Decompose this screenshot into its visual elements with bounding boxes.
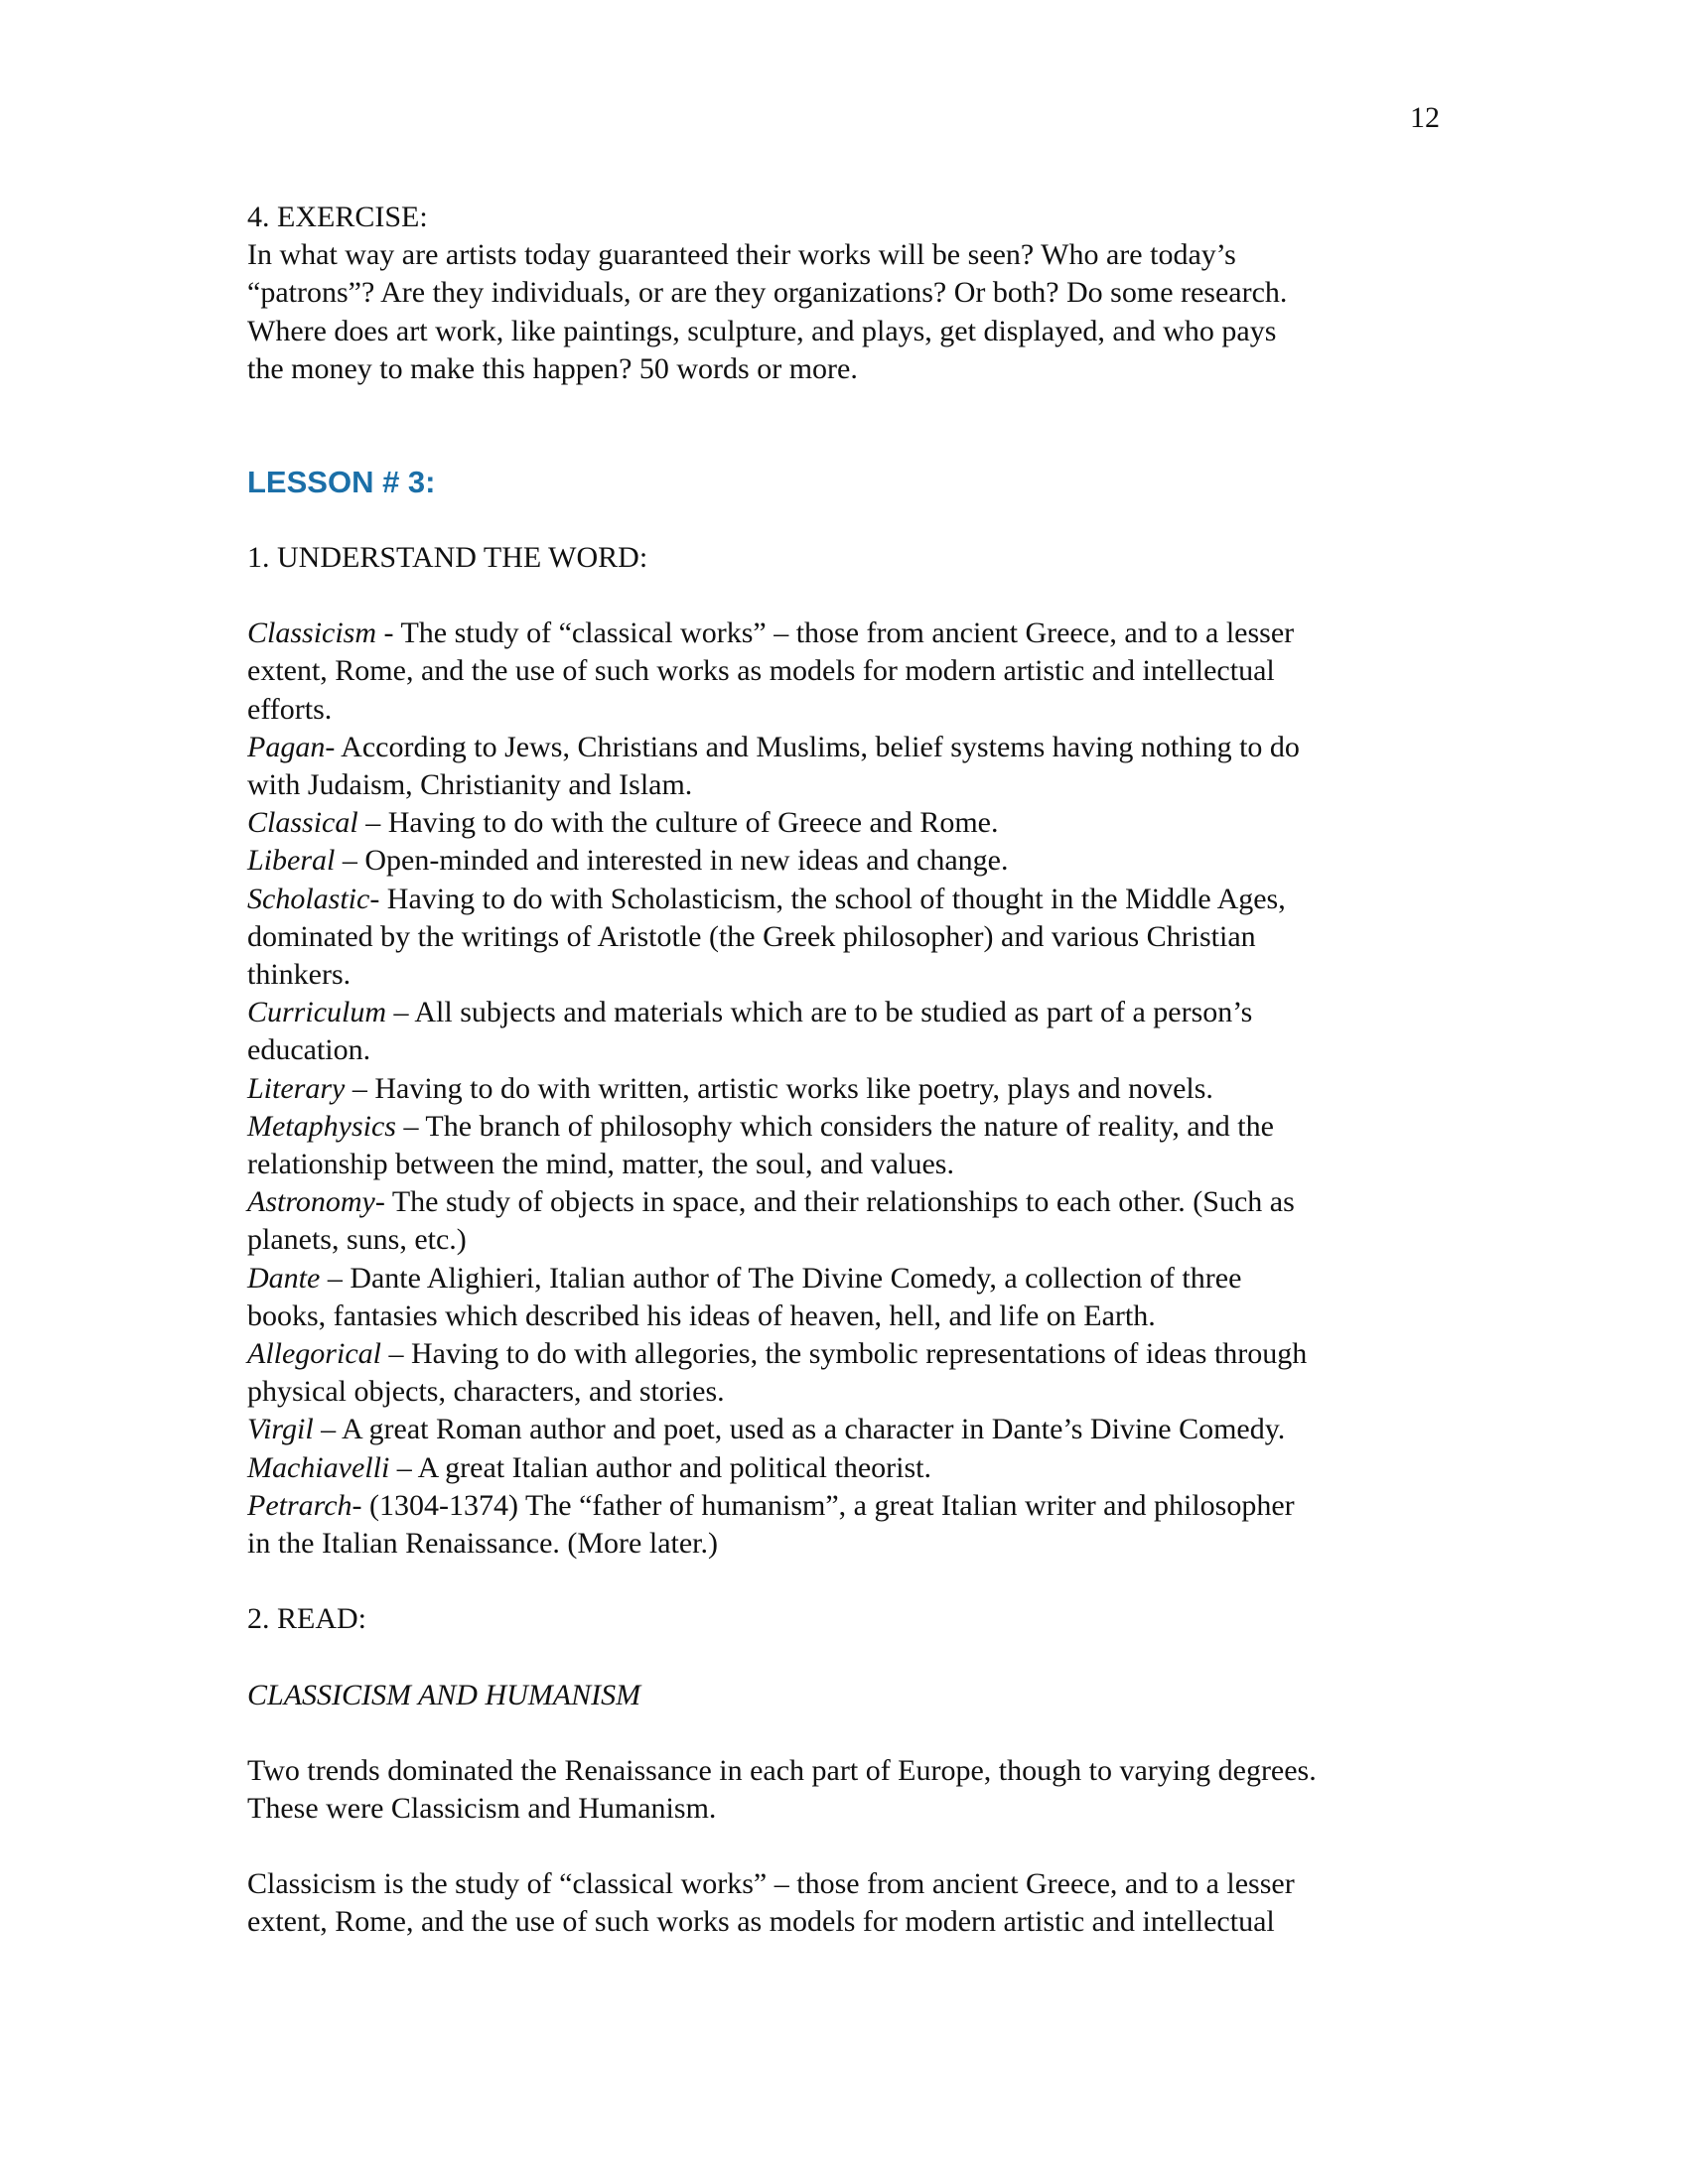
- vocabulary-definition: books, fantasies which described his ideas of heaven, hell, and life on Earth.: [247, 1298, 1156, 1332]
- vocabulary-line: [247, 1373, 1469, 1411]
- vocabulary-line: [247, 842, 1469, 880]
- vocabulary-term: Scholastic: [247, 882, 370, 915]
- spacer: [247, 388, 1469, 464]
- vocabulary-definition: extent, Rome, and the use of such works as models for modern artistic and intellectual: [247, 654, 1275, 688]
- paragraph-line: extent, Rome, and the use of such works as models for modern artistic and intellectual: [247, 1905, 1275, 1939]
- vocabulary-term: Allegorical: [247, 1337, 381, 1371]
- page-number: 12: [1410, 101, 1440, 134]
- exercise-line: the money to make this happen? 50 words or more.: [247, 351, 858, 385]
- paragraph-line: These were Classicism and Humanism.: [247, 1791, 717, 1825]
- spacer: [247, 501, 1469, 539]
- vocabulary-term: Curriculum: [247, 996, 387, 1029]
- vocabulary-line: [247, 994, 1469, 1031]
- vocabulary-list: [247, 614, 1469, 1563]
- vocabulary-line: [247, 1297, 1469, 1335]
- vocabulary-term: Petrarch: [247, 1488, 352, 1522]
- vocabulary-term: Machiavelli: [247, 1450, 390, 1484]
- vocabulary-term: Classical: [247, 806, 358, 840]
- vocabulary-line: [247, 881, 1469, 918]
- vocabulary-definition: efforts.: [247, 692, 333, 726]
- read-heading: 2. READ:: [247, 1602, 366, 1636]
- spacer: [247, 577, 1469, 614]
- vocabulary-line: [247, 1525, 1469, 1563]
- vocabulary-line: [247, 614, 1469, 652]
- vocabulary-line: [247, 918, 1469, 956]
- spacer: [247, 1563, 1469, 1600]
- exercise-heading: 4. EXERCISE:: [247, 201, 428, 233]
- vocabulary-term: Dante: [247, 1261, 321, 1295]
- vocabulary-definition: in the Italian Renaissance. (More later.): [247, 1527, 718, 1561]
- vocabulary-definition: – Having to do with written, artistic works like poetry, plays and novels.: [345, 1071, 1213, 1105]
- vocabulary-line: [247, 1070, 1469, 1108]
- vocabulary-line: [247, 1487, 1469, 1525]
- understand-heading: 1. UNDERSTAND THE WORD:: [247, 541, 648, 575]
- vocabulary-line: [247, 766, 1469, 804]
- vocabulary-line: [247, 729, 1469, 766]
- vocabulary-definition: – Having to do with the culture of Greece and Rome.: [357, 806, 999, 840]
- exercise-line: “patrons”? Are they individuals, or are they organizations? Or both? Do some research.: [247, 276, 1288, 310]
- lesson-heading: LESSON # 3:: [247, 465, 436, 500]
- vocabulary-line: [247, 1183, 1469, 1221]
- vocabulary-line: [247, 1260, 1469, 1297]
- exercise-line: Where does art work, like paintings, sculpture, and plays, get displayed, and who pays: [247, 314, 1277, 347]
- vocabulary-line: [247, 1221, 1469, 1259]
- spacer: [247, 1828, 1469, 1865]
- vocabulary-definition: thinkers.: [247, 958, 352, 992]
- vocabulary-definition: - According to Jews, Christians and Muslims, belief systems having nothing to do: [325, 730, 1300, 763]
- vocabulary-definition: – Open-minded and interested in new ideas and change.: [335, 844, 1009, 878]
- spacer: [247, 1639, 1469, 1677]
- vocabulary-line: [247, 1411, 1469, 1448]
- vocabulary-term: Virgil: [247, 1413, 314, 1446]
- vocabulary-definition: education.: [247, 1033, 371, 1067]
- spacer: [247, 1714, 1469, 1752]
- vocabulary-line: [247, 1449, 1469, 1487]
- vocabulary-definition: physical objects, characters, and stories.: [247, 1375, 725, 1409]
- paragraph-line: Classicism is the study of “classical works” – those from ancient Greece, and to a lesser: [247, 1867, 1295, 1901]
- vocabulary-term: Astronomy: [247, 1185, 375, 1219]
- vocabulary-term: Metaphysics: [247, 1109, 396, 1143]
- vocabulary-definition: planets, suns, etc.): [247, 1223, 467, 1257]
- vocabulary-definition: - Having to do with Scholasticism, the school of thought in the Middle Ages,: [369, 882, 1286, 915]
- vocabulary-definition: – All subjects and materials which are to be studied as part of a person’s: [386, 996, 1253, 1029]
- vocabulary-definition: - (1304-1374) The “father of humanism”, a great Italian writer and philosopher: [352, 1488, 1295, 1522]
- vocabulary-term: Classicism: [247, 616, 377, 650]
- vocabulary-definition: relationship between the mind, matter, the soul, and values.: [247, 1148, 954, 1181]
- vocabulary-definition: – The branch of philosophy which considers the nature of reality, and the: [395, 1109, 1274, 1143]
- vocabulary-definition: – A great Roman author and poet, used as a character in Dante’s Divine Comedy.: [313, 1413, 1286, 1446]
- page-content: [247, 199, 1469, 1942]
- vocabulary-line: [247, 652, 1469, 690]
- vocabulary-term: Liberal: [247, 844, 336, 878]
- vocabulary-term: Literary: [247, 1071, 346, 1105]
- vocabulary-line: [247, 956, 1469, 994]
- vocabulary-line: [247, 1146, 1469, 1183]
- vocabulary-line: [247, 804, 1469, 842]
- vocabulary-line: [247, 691, 1469, 729]
- vocabulary-definition: dominated by the writings of Aristotle (the Greek philosopher) and various Christian: [247, 919, 1256, 953]
- vocabulary-definition: – Having to do with allegories, the symbolic representations of ideas through: [380, 1337, 1308, 1371]
- vocabulary-definition: – A great Italian author and political theorist.: [389, 1450, 931, 1484]
- vocabulary-line: [247, 1335, 1469, 1373]
- paragraph-line: Two trends dominated the Renaissance in each part of Europe, though to varying degrees.: [247, 1753, 1317, 1787]
- vocabulary-definition: - The study of objects in space, and their relationships to each other. (Such as: [374, 1185, 1295, 1219]
- exercise-line: In what way are artists today guaranteed their works will be seen? Who are today’s: [247, 238, 1236, 272]
- vocabulary-definition: – Dante Alighieri, Italian author of The Divine Comedy, a collection of three: [320, 1261, 1242, 1295]
- vocabulary-definition: - The study of “classical works” – those from ancient Greece, and to a lesser: [376, 616, 1295, 650]
- vocabulary-term: Pagan: [247, 730, 326, 763]
- reading-title: CLASSICISM AND HUMANISM: [247, 1678, 641, 1711]
- vocabulary-line: [247, 1031, 1469, 1069]
- vocabulary-line: [247, 1108, 1469, 1146]
- vocabulary-definition: with Judaism, Christianity and Islam.: [247, 768, 693, 802]
